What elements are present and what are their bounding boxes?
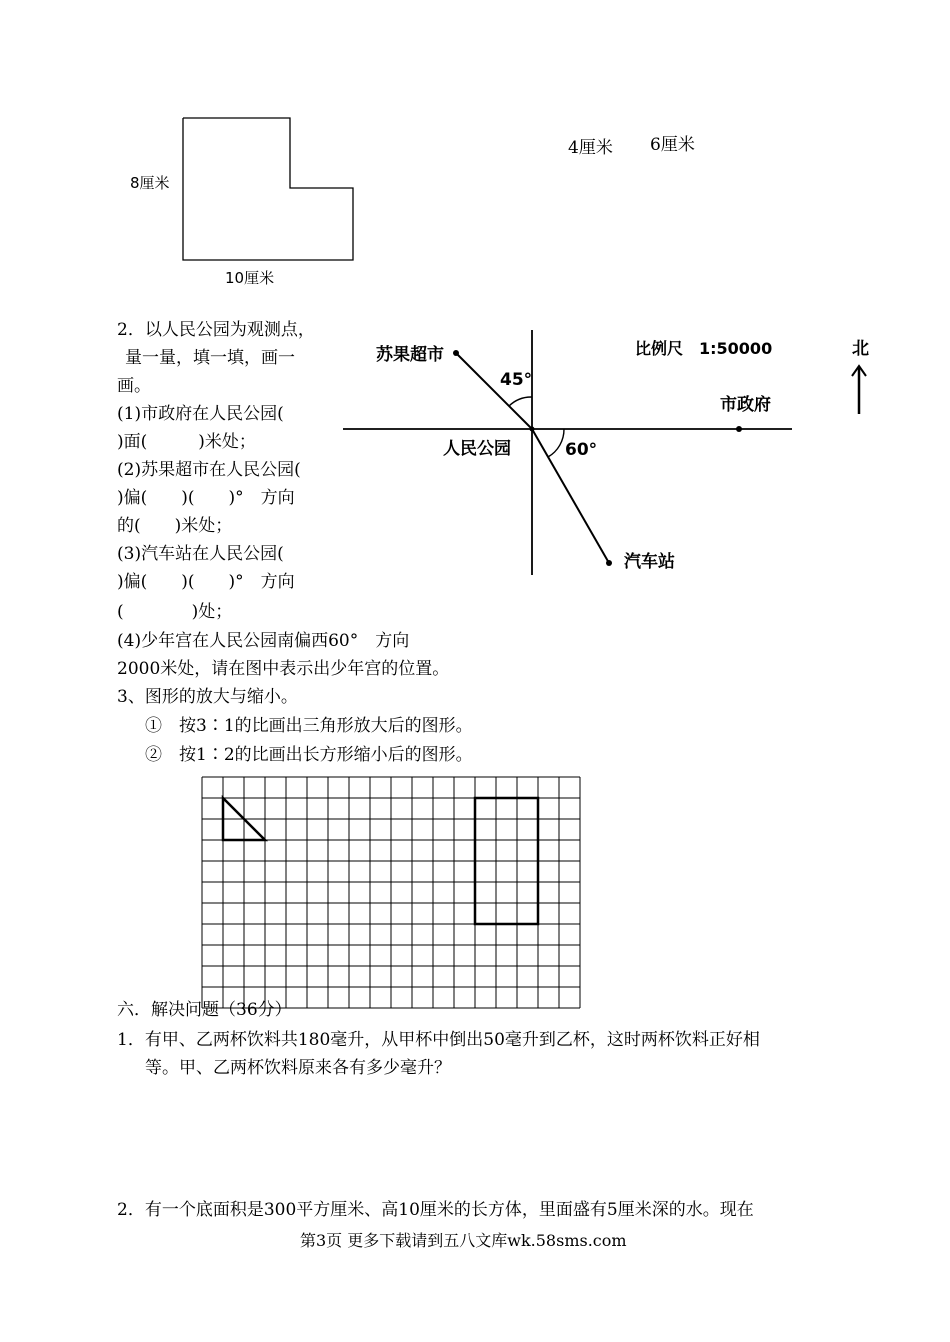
q2-line-2c: 的( )米处；: [117, 516, 233, 536]
angle-45-label: 45°: [500, 370, 533, 390]
q3-title: 3、图形的放大与缩小。: [117, 687, 298, 707]
q2-line-1b: )面( )米处；: [117, 432, 256, 452]
shape-width-label: 10厘米: [225, 269, 275, 287]
grid-lines: [202, 777, 580, 1008]
q2-line-3c: ( )处；: [117, 602, 233, 622]
north-label: 北: [852, 339, 869, 359]
q2-line-3b: )偏( )( )° 方向: [117, 572, 295, 592]
shape-height-label: 8厘米: [130, 174, 170, 192]
supermarket-label: 苏果超市: [376, 345, 444, 365]
q3-item-1: ① 按3∶1的比画出三角形放大后的图形。: [145, 716, 473, 736]
q2-intro-1: 2．以人民公园为观测点，: [117, 320, 315, 340]
page-footer: 第3页 更多下载请到五八文库wk.58sms.com: [300, 1231, 627, 1250]
government-label: 市政府: [720, 395, 771, 415]
q2-line-4b: 2000米处，请在图中表示出少年宫的位置。: [117, 659, 450, 679]
q2-intro-3: 画。: [117, 376, 151, 396]
problem-1-line-1: 1．有甲、乙两杯饮料共180毫升，从甲杯中倒出50毫升到乙杯，这时两杯饮料正好相: [117, 1030, 760, 1050]
length-label-a: 4厘米: [568, 138, 613, 158]
section6-heading: 六．解决问题（36分）: [117, 1000, 292, 1020]
scale-label: 比例尺 1:50000: [635, 339, 773, 358]
q3-item-2: ② 按1∶2的比画出长方形缩小后的图形。: [145, 745, 473, 765]
problem-1-line-2: 等。甲、乙两杯饮料原来各有多少毫升？: [145, 1058, 451, 1078]
q2-line-3a: (3)汽车站在人民公园(: [117, 544, 284, 564]
problem-2-line-1: 2．有一个底面积是300平方厘米、高10厘米的长方体，里面盛有5厘米深的水。现在: [117, 1200, 754, 1220]
q2-line-1a: (1)市政府在人民公园(: [117, 404, 284, 424]
q2-line-2b: )偏( )( )° 方向: [117, 488, 295, 508]
park-label: 人民公园: [443, 439, 511, 459]
q2-intro-2: 量一量，填一填，画一: [125, 348, 295, 368]
q2-line-4a: (4)少年宫在人民公园南偏西60° 方向: [117, 631, 410, 651]
angle-60-label: 60°: [565, 440, 598, 460]
bus-station-label: 汽车站: [624, 552, 675, 572]
length-label-b: 6厘米: [650, 135, 695, 155]
q2-line-2a: (2)苏果超市在人民公园(: [117, 460, 301, 480]
